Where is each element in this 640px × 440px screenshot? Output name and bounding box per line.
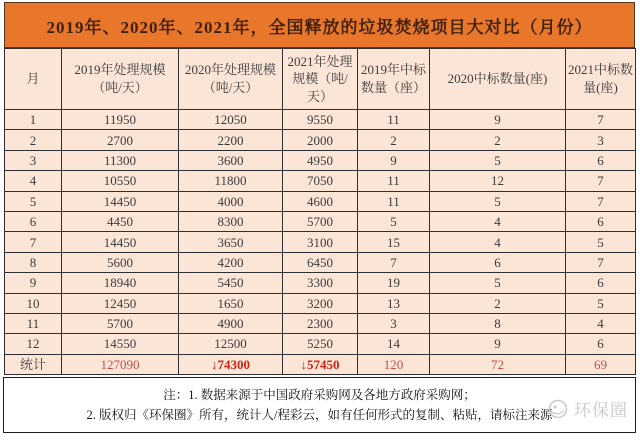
table-row: [5, 273, 636, 293]
value-cell: 4450: [62, 211, 179, 231]
value-cell: 4000: [179, 191, 283, 211]
month-cell: 4: [5, 171, 62, 191]
month-cell: 5: [5, 191, 62, 211]
table-row: [5, 293, 636, 313]
value-cell: 11: [358, 191, 430, 211]
table-row: [5, 150, 636, 170]
value-cell: 19: [358, 273, 430, 293]
value-cell: 2: [430, 130, 566, 150]
month-cell: 9: [5, 273, 62, 293]
value-cell: 5: [430, 150, 566, 170]
huanbaoquan-logo-icon: [547, 398, 569, 420]
month-cell: 8: [5, 252, 62, 272]
month-cell: 1: [5, 110, 62, 130]
value-cell: 9550: [283, 110, 358, 130]
table-row: [5, 130, 636, 150]
value-cell: 4: [430, 211, 566, 231]
value-cell: 5: [430, 191, 566, 211]
value-cell: 14450: [62, 232, 179, 252]
column-header-0: 月: [5, 49, 62, 110]
comparison-table: [4, 48, 636, 375]
value-cell: 7: [566, 252, 636, 272]
table-row: [5, 171, 636, 191]
value-cell: 5450: [179, 273, 283, 293]
value-cell: 2000: [283, 130, 358, 150]
value-cell: 11950: [62, 110, 179, 130]
value-cell: 2200: [179, 130, 283, 150]
total-row: [5, 354, 636, 374]
value-cell: 12450: [62, 293, 179, 313]
value-cell: 10550: [62, 171, 179, 191]
value-cell: 13: [358, 293, 430, 313]
column-header-1: 2019年处理规模（吨/天）: [62, 49, 179, 110]
month-cell: 11: [5, 313, 62, 333]
value-cell: 4200: [179, 252, 283, 272]
table-row: [5, 232, 636, 252]
value-cell: 8: [430, 313, 566, 333]
value-cell: 4: [430, 232, 566, 252]
value-cell: 3650: [179, 232, 283, 252]
total-value-cell: ↓74300: [179, 354, 283, 374]
total-value-cell: 120: [358, 354, 430, 374]
value-cell: 18940: [62, 273, 179, 293]
value-cell: 3300: [283, 273, 358, 293]
value-cell: 11: [358, 171, 430, 191]
value-cell: 6450: [283, 252, 358, 272]
value-cell: 5: [358, 211, 430, 231]
value-cell: 5: [430, 273, 566, 293]
value-cell: 8300: [179, 211, 283, 231]
value-cell: 5: [566, 293, 636, 313]
value-cell: 6: [430, 252, 566, 272]
value-cell: 14: [358, 334, 430, 354]
value-cell: 3600: [179, 150, 283, 170]
value-cell: 6: [566, 211, 636, 231]
table-row: [5, 110, 636, 130]
value-cell: 7: [566, 110, 636, 130]
value-cell: 3100: [283, 232, 358, 252]
note-line-2: 2. 版权归《环保圈》所有，统计人/程彩云，如有任何形式的复制、粘贴，请标注来源: [86, 408, 553, 422]
page-title: 2019年、2020年、2021年，全国释放的垃圾焚烧项目大对比（月份）: [4, 2, 635, 48]
value-cell: 5600: [62, 252, 179, 272]
huanbaoquan-watermark: [547, 396, 628, 421]
notes-box: [3, 377, 636, 433]
value-cell: 9: [358, 150, 430, 170]
value-cell: 12050: [179, 110, 283, 130]
month-cell: 10: [5, 293, 62, 313]
value-cell: 9: [430, 110, 566, 130]
value-cell: 11800: [179, 171, 283, 191]
value-cell: 7050: [283, 171, 358, 191]
total-value-cell: 69: [566, 354, 636, 374]
value-cell: 9: [430, 334, 566, 354]
watermark-label: 环保圈: [574, 401, 628, 420]
month-cell: 12: [5, 334, 62, 354]
total-value-cell: 72: [430, 354, 566, 374]
value-cell: 7: [358, 252, 430, 272]
table-row: [5, 252, 636, 272]
value-cell: 5700: [62, 313, 179, 333]
value-cell: 3: [358, 313, 430, 333]
value-cell: 3200: [283, 293, 358, 313]
value-cell: 14550: [62, 334, 179, 354]
value-cell: 5250: [283, 334, 358, 354]
value-cell: 4: [566, 313, 636, 333]
table-row: [5, 334, 636, 354]
total-value-cell: ↓57450: [283, 354, 358, 374]
value-cell: 6: [566, 150, 636, 170]
value-cell: 15: [358, 232, 430, 252]
value-cell: 6: [566, 334, 636, 354]
value-cell: 2: [430, 293, 566, 313]
value-cell: 7: [566, 171, 636, 191]
value-cell: 1650: [179, 293, 283, 313]
month-cell: 6: [5, 211, 62, 231]
value-cell: 4900: [179, 313, 283, 333]
value-cell: 14450: [62, 191, 179, 211]
column-header-6: 2021中标数量(座): [566, 49, 636, 110]
header-row: [5, 49, 636, 110]
value-cell: 7: [566, 191, 636, 211]
value-cell: 4600: [283, 191, 358, 211]
value-cell: 2300: [283, 313, 358, 333]
month-cell: 3: [5, 150, 62, 170]
value-cell: 2: [358, 130, 430, 150]
value-cell: 11300: [62, 150, 179, 170]
table-row: [5, 191, 636, 211]
column-header-3: 2021年处理规模（吨/天）: [283, 49, 358, 110]
total-label-cell: 统计: [5, 354, 62, 374]
value-cell: 3: [566, 130, 636, 150]
month-cell: 7: [5, 232, 62, 252]
column-header-5: 2020中标数量(座): [430, 49, 566, 110]
value-cell: 2700: [62, 130, 179, 150]
table-row: [5, 211, 636, 231]
month-cell: 2: [5, 130, 62, 150]
note-line-1: 注：1. 数据来源于中国政府采购网及各地方政府采购网；: [163, 388, 476, 402]
table-row: [5, 313, 636, 333]
total-value-cell: 127090: [62, 354, 179, 374]
value-cell: 12500: [179, 334, 283, 354]
column-header-2: 2020年处理规模（吨/天）: [179, 49, 283, 110]
value-cell: 4950: [283, 150, 358, 170]
value-cell: 5700: [283, 211, 358, 231]
column-header-4: 2019年中标数量（座）: [358, 49, 430, 110]
value-cell: 5: [566, 232, 636, 252]
value-cell: 11: [358, 110, 430, 130]
value-cell: 6: [566, 273, 636, 293]
value-cell: 12: [430, 171, 566, 191]
